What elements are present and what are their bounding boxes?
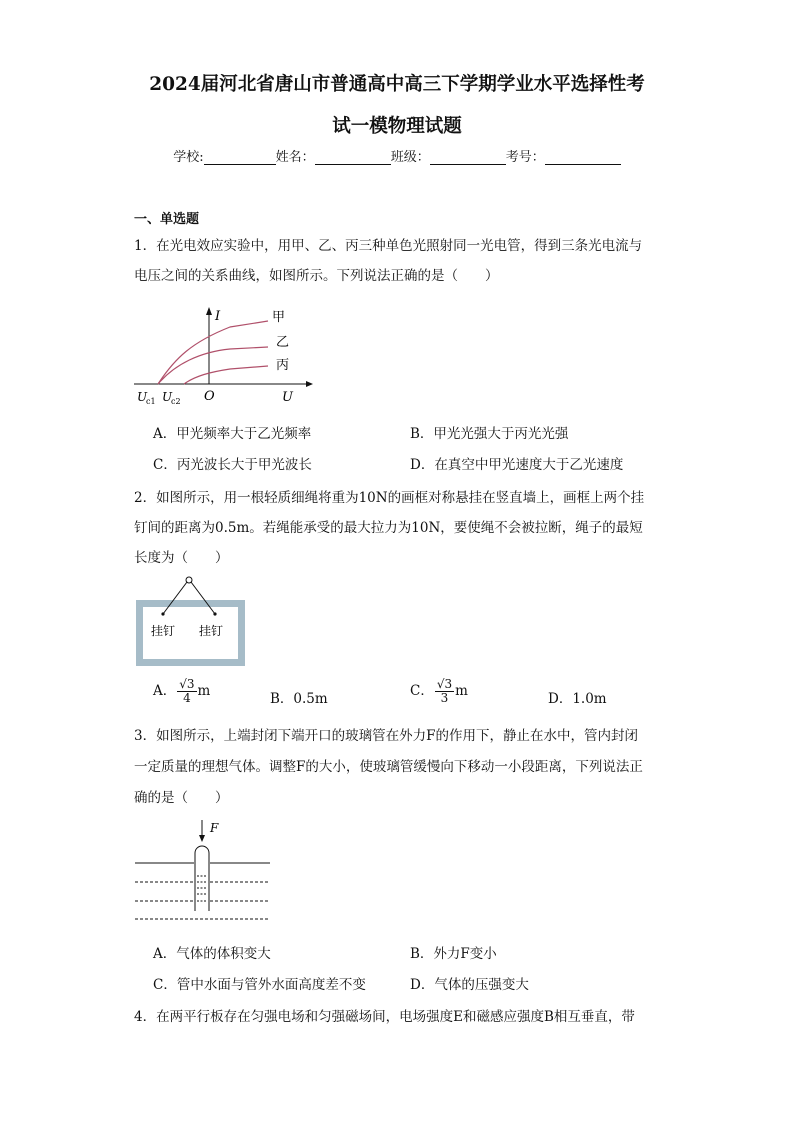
class-blank [430,150,506,165]
q1-option-d[interactable]: D．在真空中甲光速度大于乙光速度 [410,457,624,473]
q2-stem-line-3: 长度为（ ） [134,550,229,566]
fraction-denominator: 3 [440,691,449,705]
fraction-sqrt3-over-4 [177,678,196,705]
uc1-label: U [137,390,148,404]
force-arrow-head [199,835,205,842]
fraction-denominator: 4 [183,691,191,705]
option-c-unit: m [455,683,468,699]
force-label: F [210,821,219,835]
nail-right-label: 挂钉 [199,624,224,638]
q3-stem-line-3: 确的是（ ） [134,790,229,806]
q3-option-c[interactable]: C．管中水面与管外水面高度差不变 [153,977,366,993]
curve-yi [158,347,268,384]
curve-bing [184,366,268,384]
fraction-sqrt3-over-3 [435,678,454,705]
fraction-numerator: √3 [179,677,195,691]
q3-stem-line-2: 一定质量的理想气体。调整F的大小，使玻璃管缓慢向下移动一小段距离，下列说法正 [134,759,643,775]
nail-right-dot [213,612,216,615]
number-label: 考号： [505,150,545,165]
number-blank [545,150,621,165]
q1-iv-graph [130,302,320,410]
q2-stem-line-2: 钉间的距离为0.5m。若绳能承受的最大拉力为10N，要使绳不会被拉断，绳子的最短 [134,520,643,536]
page-title-line-2: 试一模物理试题 [332,116,462,137]
school-label: 学校: [173,150,204,165]
q3-stem-line-1: 3．如图所示，上端封闭下端开口的玻璃管在外力F的作用下，静止在水中，管内封闭 [134,728,638,744]
q4-stem-line-1: 4．在两平行板存在匀强电场和匀强磁场间，电场强度E和磁感应强度B相互垂直，带 [134,1009,635,1025]
q1-stem-line-1: 1．在光电效应实验中，用甲、乙、丙三种单色光照射同一光电管，得到三条光电流与 [134,238,643,254]
class-label: 班级： [390,150,430,165]
curve-label-bing: 丙 [276,358,290,373]
q1-option-c[interactable]: C．丙光波长大于甲光波长 [153,457,312,473]
curve-label-yi: 乙 [276,335,290,350]
school-blank [204,150,276,165]
name-blank [315,150,391,165]
q1-stem-line-2: 电压之间的关系曲线，如图所示。下列说法正确的是（ ） [134,268,499,284]
uc2-subscript: c2 [171,397,181,406]
section-title: 一、单选题 [134,212,200,227]
option-a-unit: m [197,683,211,699]
curve-label-jia: 甲 [272,310,286,325]
q2-picture-frame-figure [133,572,247,668]
uc1-subscript: c1 [146,397,156,406]
q1-option-b[interactable]: B．甲光光强大于丙光光强 [410,426,569,442]
uc2-label: U [162,390,173,404]
option-c-prefix: C． [410,683,434,699]
q3-glass-tube-figure [132,816,274,926]
q2-option-a[interactable] [153,678,210,705]
axis-u-label: U [282,390,293,405]
nail-left-dot [161,612,164,615]
q3-option-d[interactable]: D．气体的压强变大 [410,977,529,993]
page-title-line-1: 2024届河北省唐山市普通高中高三下学期学业水平选择性考 [149,74,645,95]
q3-option-b[interactable]: B．外力F变小 [410,946,497,962]
origin-label: O [204,389,215,404]
q1-option-a[interactable]: A．甲光频率大于乙光频率 [153,426,312,442]
name-label: 姓名： [275,150,315,165]
u-axis-arrow [306,381,313,387]
q2-stem-line-1: 2．如图所示，用一根轻质细绳将重为10N的画框对称悬挂在竖直墙上，画框上两个挂 [134,490,645,506]
axis-i-label: I [215,309,221,324]
nail-left-label: 挂钉 [151,624,176,638]
student-info-row [0,146,794,165]
rope-right [191,582,215,614]
i-axis-arrow [206,307,212,315]
option-a-prefix: A． [153,683,177,699]
q2-option-b[interactable]: B．0.5m [270,691,328,707]
fraction-numerator: √3 [436,677,453,691]
q2-option-c[interactable] [410,678,468,705]
curve-jia [158,321,268,384]
q3-option-a[interactable]: A．气体的体积变大 [153,946,271,962]
rope-left [163,582,187,614]
q2-option-d[interactable]: D．1.0m [548,691,607,707]
